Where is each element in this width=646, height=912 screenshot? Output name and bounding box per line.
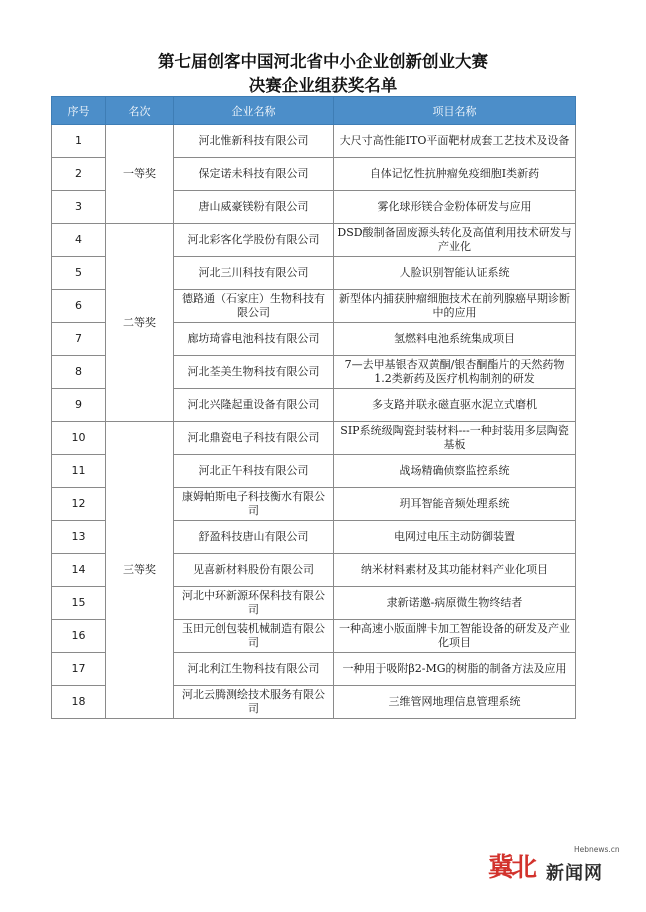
row-seq: 16: [52, 620, 106, 653]
row-project: 玥耳智能音频处理系统: [334, 488, 576, 521]
document-title: 第七届创客中国河北省中小企业创新创业大赛: [158, 52, 488, 71]
row-company: 见喜新材料股份有限公司: [174, 554, 334, 587]
row-seq: 9: [52, 389, 106, 422]
row-company: 保定诺未科技有限公司: [174, 158, 334, 191]
row-project: 电网过电压主动防御装置: [334, 521, 576, 554]
row-seq: 3: [52, 191, 106, 224]
row-project: 大尺寸高性能ITO平面靶材成套工艺技术及设备: [334, 125, 576, 158]
watermark-logo-text: 新闻网: [546, 863, 603, 884]
row-company: 河北彩客化学股份有限公司: [174, 224, 334, 257]
row-seq: 17: [52, 653, 106, 686]
row-company: 河北荃美生物科技有限公司: [174, 356, 334, 389]
row-seq: 12: [52, 488, 106, 521]
row-company: 玉田元创包装机械制造有限公司: [174, 620, 334, 653]
row-seq: 8: [52, 356, 106, 389]
row-company: 河北利江生物科技有限公司: [174, 653, 334, 686]
award-table: [51, 96, 576, 719]
row-company: 舒盈科技唐山有限公司: [174, 521, 334, 554]
row-company: 德路通（石家庄）生物科技有限公司: [174, 290, 334, 323]
row-company: 廊坊琦睿电池科技有限公司: [174, 323, 334, 356]
row-project: 多支路并联永磁直驱水泥立式磨机: [334, 389, 576, 422]
row-project: 战场精确侦察监控系统: [334, 455, 576, 488]
row-project: 自体记忆性抗肿瘤免疫细胞Ⅰ类新药: [334, 158, 576, 191]
row-seq: 14: [52, 554, 106, 587]
row-project: DSD酸制备固废源头转化及高值利用技术研发与产业化: [334, 224, 576, 257]
row-company: 河北鼎瓷电子科技有限公司: [174, 422, 334, 455]
row-project: SIP系统级陶瓷封装材料---一种封装用多层陶瓷基板: [334, 422, 576, 455]
document-subtitle: 决赛企业组获奖名单: [248, 76, 398, 95]
row-seq: 7: [52, 323, 106, 356]
row-seq: 5: [52, 257, 106, 290]
row-company: 康姆帕斯电子科技衡水有限公司: [174, 488, 334, 521]
row-project: 三维管网地理信息管理系统: [334, 686, 576, 719]
row-seq: 18: [52, 686, 106, 719]
row-project: 7—去甲基银杏双黄酮/银杏酮酯片的天然药物1.2类新药及医疗机构制剂的研发: [334, 356, 576, 389]
row-company: 河北惟新科技有限公司: [174, 125, 334, 158]
row-company: 河北兴隆起重设备有限公司: [174, 389, 334, 422]
row-seq: 11: [52, 455, 106, 488]
row-seq: 2: [52, 158, 106, 191]
row-project: 一种高速小版面牌卡加工智能设备的研发及产业化项目: [334, 620, 576, 653]
watermark-logo-glyphs: 冀北: [488, 853, 535, 883]
row-seq: 4: [52, 224, 106, 257]
row-company: 河北正午科技有限公司: [174, 455, 334, 488]
table-row: [52, 224, 576, 257]
header-seq: 序号: [52, 97, 106, 125]
header-company: 企业名称: [174, 97, 334, 125]
row-project: 一种用于吸附β2-MG的树脂的制备方法及应用: [334, 653, 576, 686]
rank-third: 三等奖: [106, 422, 174, 719]
row-seq: 15: [52, 587, 106, 620]
row-seq: 6: [52, 290, 106, 323]
row-seq: 13: [52, 521, 106, 554]
table-row: [52, 422, 576, 455]
header-rank: 名次: [106, 97, 174, 125]
rank-second: 二等奖: [106, 224, 174, 422]
row-project: 人脸识别智能认证系统: [334, 257, 576, 290]
rank-first: 一等奖: [106, 125, 174, 224]
row-project: 纳米材料素材及其功能材料产业化项目: [334, 554, 576, 587]
row-seq: 10: [52, 422, 106, 455]
table-header-row: [52, 97, 576, 125]
header-project: 项目名称: [334, 97, 576, 125]
row-project: 新型体内捕获肿瘤细胞技术在前列腺癌早期诊断中的应用: [334, 290, 576, 323]
row-seq: 1: [52, 125, 106, 158]
row-company: 河北中环新源环保科技有限公司: [174, 587, 334, 620]
table-row: [52, 125, 576, 158]
row-project: 隶新诺邀-病原微生物终结者: [334, 587, 576, 620]
row-company: 河北云腾测绘技术服务有限公司: [174, 686, 334, 719]
row-project: 雾化球形镁合金粉体研发与应用: [334, 191, 576, 224]
row-project: 氢燃料电池系统集成项目: [334, 323, 576, 356]
row-company: 河北三川科技有限公司: [174, 257, 334, 290]
watermark-url: Hebnews.cn: [574, 845, 620, 854]
row-company: 唐山威豪镁粉有限公司: [174, 191, 334, 224]
